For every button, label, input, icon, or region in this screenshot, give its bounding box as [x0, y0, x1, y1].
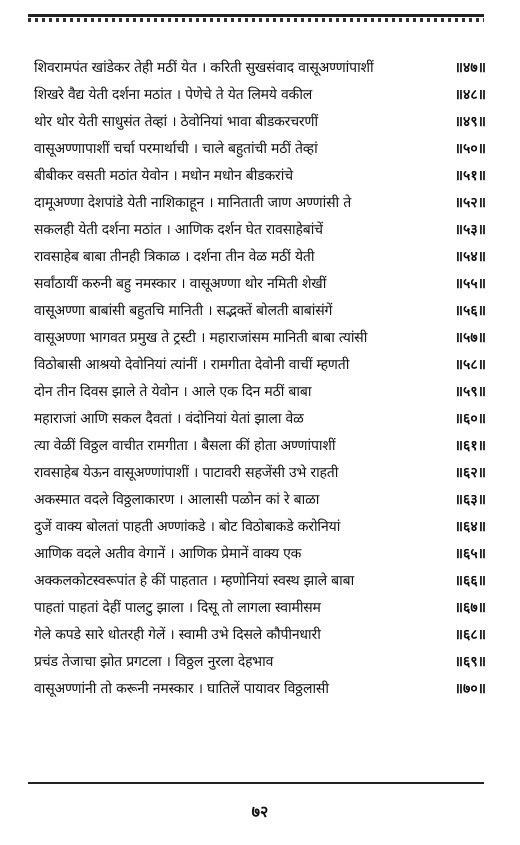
top-border-ornament — [28, 18, 484, 22]
top-border-rule — [28, 14, 484, 17]
verse-line — [34, 298, 486, 325]
verse-text: अकस्मात वदले विठ्ठलाकारण । आलासी पळोन कां रे बाळा — [34, 492, 320, 508]
verse-text: दामूअण्णा देशपांडे येती नाशिकाहून । मानिताती जाण अण्णांसी ते — [34, 195, 352, 211]
verse-line — [34, 460, 486, 487]
verse-text: बीबीकर वसती मठांत येवोन । मधोन मधोन बीडकरांचे — [34, 168, 293, 184]
verse-number: ॥५७॥ — [454, 330, 486, 346]
verse-number: ॥५६॥ — [454, 303, 486, 319]
verse-number: ॥६६॥ — [454, 573, 486, 589]
verse-number: ॥४८॥ — [454, 87, 486, 103]
verse-number: ॥७०॥ — [454, 681, 486, 697]
verse-text: वासूअण्णा भागवत प्रमुख ते ट्रस्टी । महाराजांसम मानिती बाबा त्यांसी — [34, 330, 368, 346]
verse-text: रावसाहेब बाबा तीनही त्रिकाळ । दर्शना तीन वेळ मठीं येती — [34, 249, 315, 265]
verse-number: ॥५४॥ — [454, 249, 486, 265]
verse-line — [34, 379, 486, 406]
verse-line — [34, 541, 486, 568]
verse-text: वासूअण्णापाशीं चर्चा परमार्थाची । चाले बहुतांची मठीं तेव्हां — [34, 141, 318, 157]
verse-line — [34, 352, 486, 379]
verse-text: शिवरामपंत खांडेकर तेही मठीं येत । करिती सुखसंवाद वासूअण्णांपाशीं — [34, 60, 374, 76]
verse-text: दुजें वाक्य बोलतां पाहती अण्णांकडे । बोट विठोबाकडे करोनियां — [34, 519, 341, 535]
verse-number: ॥६२॥ — [454, 465, 486, 481]
verse-line — [34, 595, 486, 622]
verse-text: शिखरे वैद्य येती दर्शना मठांत । पेणेचे ते येत लिमये वकील — [34, 87, 313, 103]
verse-line — [34, 190, 486, 217]
verse-number: ॥४९॥ — [454, 114, 486, 130]
verse-text: त्या वेळीं विठ्ठल वाचीत रामगीता । बैसला कीं होता अण्णांपाशीं — [34, 438, 336, 454]
verse-number: ॥६०॥ — [454, 411, 486, 427]
verse-line — [34, 163, 486, 190]
verse-text: विठोबासी आश्रयो देवोनियां त्यांनीं । रामगीता देवोनी वाचीं म्हणती — [34, 357, 350, 373]
verse-number: ॥४७॥ — [454, 60, 486, 76]
verse-text: प्रचंड तेजाचा झोत प्रगटला । विठ्ठल नुरला देहभाव — [34, 654, 274, 670]
verse-line — [34, 622, 486, 649]
bottom-border-rule — [28, 782, 484, 784]
verse-number: ॥६३॥ — [454, 492, 486, 508]
verse-text: पाहतां पाहतां देहीं पालटु झाला । दिसू तो लागला स्वामीसम — [34, 600, 321, 616]
verse-text: सर्वांठायीं करुनी बहु नमस्कार । वासूअण्णा थोर नमिती शेखीं — [34, 276, 327, 292]
verse-text: वासूअण्णांनी तो करूनी नमस्कार । घातिलें पायावर विठ्ठलासी — [34, 681, 329, 697]
verse-line — [34, 514, 486, 541]
verse-text: थोर थोर येती साधुसंत तेव्हां । ठेवोनियां भावा बीडकरचरणीं — [34, 114, 318, 130]
verse-text: सकलही येती दर्शना मठांत । आणिक दर्शन घेत रावसाहेबांचें — [34, 222, 323, 238]
verse-line — [34, 136, 486, 163]
verse-line — [34, 649, 486, 676]
verse-number: ॥६५॥ — [454, 546, 486, 562]
verse-text: रावसाहेब येऊन वासूअण्णांपाशीं । पाटावरी सहजेंसी उभे राहती — [34, 465, 339, 481]
verse-number: ॥५९॥ — [454, 384, 486, 400]
verse-number: ॥६७॥ — [454, 600, 486, 616]
verse-line — [34, 55, 486, 82]
verse-line — [34, 676, 486, 703]
verse-number: ॥५१॥ — [454, 168, 486, 184]
verse-number: ॥५३॥ — [454, 222, 486, 238]
verse-text: आणिक वदले अतीव वेगानें । आणिक प्रेमानें वाक्य एक — [34, 546, 302, 562]
verse-text: महाराजां आणि सकल दैवतां । वंदोनियां येतां झाला वेळ — [34, 411, 304, 427]
verse-number: ॥५०॥ — [454, 141, 486, 157]
verse-text: दोन तीन दिवस झाले ते येवोन । आले एक दिन मठीं बाबा — [34, 384, 312, 400]
verse-list — [34, 55, 486, 703]
verse-line — [34, 568, 486, 595]
verse-text: वासूअण्णा बाबांसी बहुतचि मानिती । सद्भक्तें बोलती बाबांसंगें — [34, 303, 333, 319]
verse-number: ॥५२॥ — [454, 195, 486, 211]
verse-number: ॥६४॥ — [454, 519, 486, 535]
verse-line — [34, 82, 486, 109]
page-number: ७२ — [251, 802, 269, 821]
verse-line — [34, 406, 486, 433]
verse-line — [34, 487, 486, 514]
verse-text: गेले कपडे सारे धोतरही गेलें । स्वामी उभे दिसले कौपीनधारी — [34, 627, 321, 643]
verse-line — [34, 217, 486, 244]
verse-number: ॥५८॥ — [454, 357, 486, 373]
verse-number: ॥६९॥ — [454, 654, 486, 670]
verse-line — [34, 325, 486, 352]
verse-number: ॥६८॥ — [454, 627, 486, 643]
verse-line — [34, 244, 486, 271]
verse-text: अक्कलकोटस्वरूपांत हे कीं पाहतात । म्हणोनियां स्वस्थ झाले बाबा — [34, 573, 355, 589]
verse-number: ॥६१॥ — [454, 438, 486, 454]
verse-number: ॥५५॥ — [454, 276, 486, 292]
verse-line — [34, 271, 486, 298]
verse-line — [34, 109, 486, 136]
verse-line — [34, 433, 486, 460]
